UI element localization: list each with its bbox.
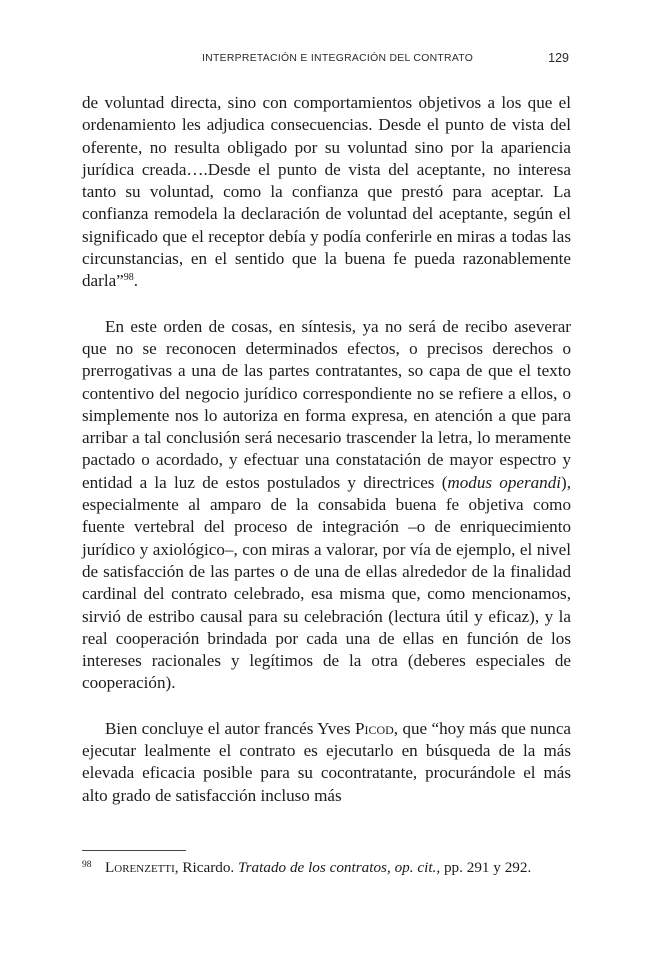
footnote-divider (82, 850, 186, 851)
footnote-author: Lorenzetti (105, 859, 175, 876)
paragraph-2-text-start: En este orden de cosas, en síntesis, ya no será de recibo aseverar que no se reconocen determinados efectos, o precisos derechos o prerrogativas a una de las partes contratantes, so capa de que el texto contentivo del negocio jurídico correspondiente no se refiere a ellos, o simplemente nos lo autoriza en forma expresa, en atención a que para arribar a tal conclusión será necesario trascender la letra, lo meramente pactado o acordado, y efectuar una constatación de mayor espectro y entidad a la luz de estos postulados y directrices ( (82, 316, 571, 492)
paragraph-2 (82, 316, 571, 695)
footnote-text (82, 858, 574, 878)
footnote-author-sep: , Ricardo. (174, 859, 239, 876)
running-header (82, 51, 571, 71)
footnote-reference[interactable]: 98 (123, 272, 134, 284)
paragraph-3-text-start: Bien concluye el autor francés Yves (105, 718, 355, 738)
footnote-title: Tratado de los contratos (238, 859, 387, 876)
author-name: Picod (354, 718, 394, 738)
footnote-pages: , pp. 291 y 292. (436, 859, 532, 876)
footnote (82, 858, 574, 878)
running-title: INTERPRETACIÓN E INTEGRACIÓN DEL CONTRATO (202, 53, 474, 64)
paragraph-1 (82, 92, 571, 293)
paragraph-1-text: de voluntad directa, sino con comportamientos objetivos a los que el ordenamiento les adjudica consecuencias. Desde el punto de vista del oferente, no resulta obligado por su voluntad sino por la apariencia jurídica creada….Desde el punto de vista del aceptante, no interesa tanto su voluntad, como la confianza que prestó para aceptar. La confianza remodela la declaración de voluntad del aceptante, según el significado que el receptor debía y podía conferirle en miras a todas las circunstancias, en el sentido que la buena fe pueda razonablemente darla” (82, 93, 571, 291)
paragraph-1-end: . (133, 271, 139, 291)
paragraph-3 (82, 718, 571, 807)
page-number: 129 (548, 51, 569, 65)
paragraph-3-text-end: , que “hoy más que nunca ejecutar lealmente el contrato es ejecutarlo en búsqueda de la más elevada eficacia posible para su cocontratante, procurándole el más alto grado de satisfacción incluso más (82, 718, 571, 805)
paragraph-2-text-end: ), especialmente al amparo de la consabida buena fe objetiva como fuente vertebral del proceso de integración –o de enriquecimiento jurídico y axiológico–, con miras a valorar, por vía de ejemplo, el nivel de satisfacción de las partes o de una de ellas alrededor de la finalidad cardinal del contrato celebrado, esa misma que, como mencionamos, sirvió de estribo causal para su celebración (lectura útil y eficaz), y la real cooperación brindada por cada una de ellas en función de los intereses racionales y legítimos de la otra (deberes especiales de cooperación). (82, 472, 571, 693)
body-text (82, 92, 571, 807)
footnote-number: 98 (82, 860, 92, 870)
footnote-sep: , (386, 859, 395, 876)
footnote-op-cit: op. cit. (394, 859, 437, 876)
italic-term: modus operandi (447, 472, 562, 492)
